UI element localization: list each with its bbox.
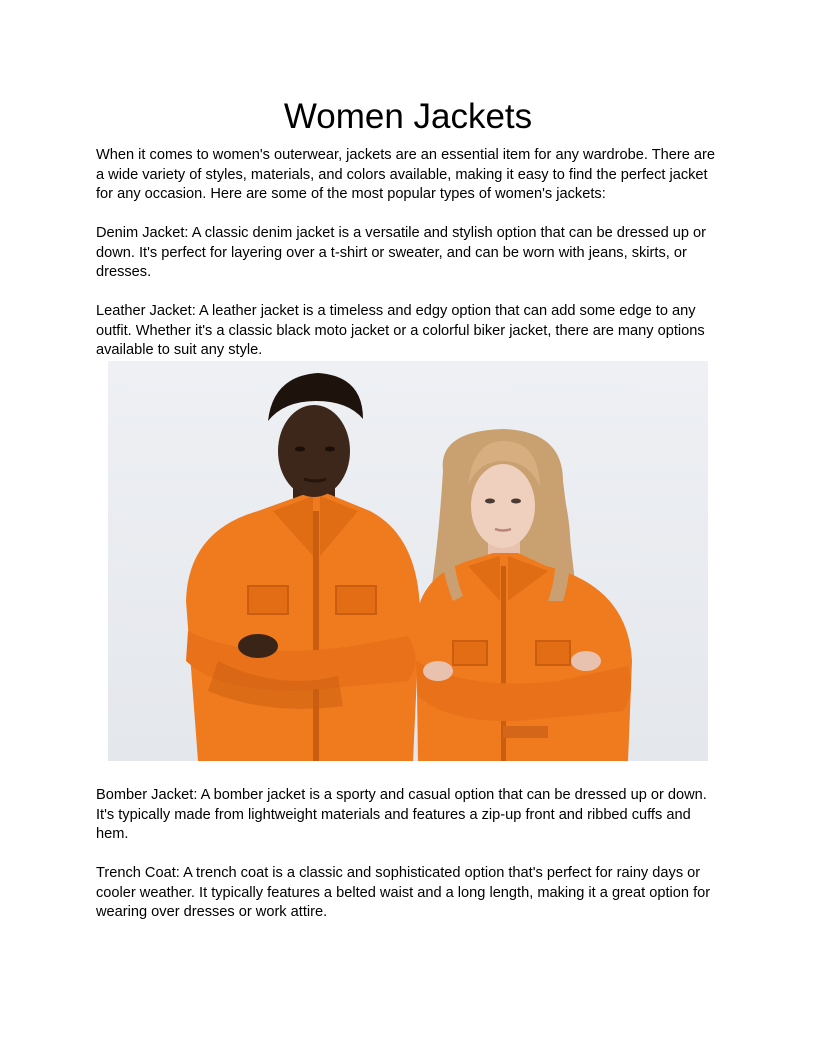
leather-jacket-paragraph: Leather Jacket: A leather jacket is a timeless and edgy option that can add some edge to any outfit. Whether it's a classic black moto jacket or a colorful biker jacket, there are many options available to suit any style. [96,303,705,358]
trench-coat-paragraph: Trench Coat: A trench coat is a classic and sophisticated option that's perfect for rainy days or cooler weather. It typically features a belted waist and a long length, making it a great option for wearing over dresses or work attire. [96,865,711,920]
page-title: Women Jackets [283,97,533,136]
photo-illustration [108,361,708,761]
two-models-orange-jackets-photo [108,361,708,761]
bomber-jacket-paragraph: Bomber Jacket: A bomber jacket is a sporty and casual option that can be dressed up or down. It's typically made from lightweight materials and features a zip-up front and ribbed cuffs and hem. [96,787,707,842]
denim-jacket-paragraph: Denim Jacket: A classic denim jacket is a versatile and stylish option that can be dressed up or down. It's perfect for layering over a t-shirt or sweater, and can be worn with jeans, skirts, or dresses. [96,225,707,280]
intro-paragraph: When it comes to women's outerwear, jackets are an essential item for any wardrobe. There are a wide variety of styles, materials, and colors available, making it easy to find the perfect jacket for any occasion. Here are some of the most popular types of women's jackets: [96,147,715,202]
